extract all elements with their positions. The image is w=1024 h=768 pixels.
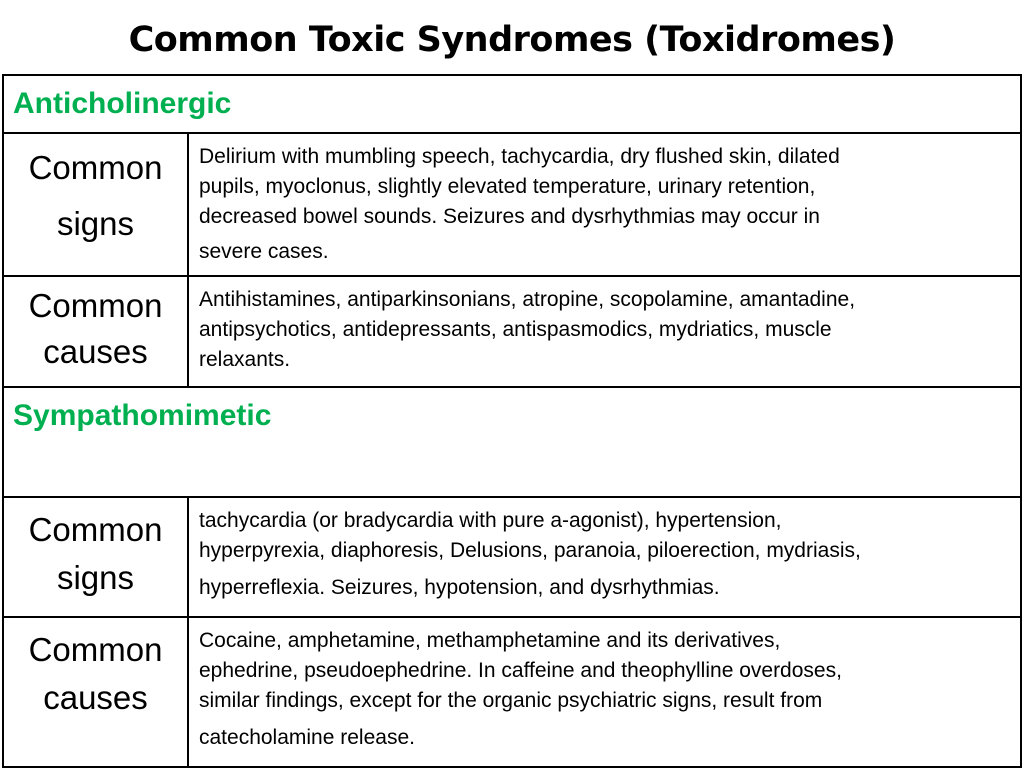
description-line: Cocaine, amphetamine, methamphetamine and its derivatives, (199, 629, 781, 652)
row-label-line: signs (56, 205, 135, 242)
row-description (188, 497, 1021, 617)
description-line: ephedrine, pseudoephedrine. In caffeine and theophylline overdoses, (199, 659, 842, 682)
description-line: relaxants. (199, 348, 291, 371)
row-label-line: causes (43, 333, 148, 370)
table-row (3, 133, 1021, 276)
row-label-line: Common (28, 149, 163, 186)
row-label-line: Common (28, 287, 163, 324)
row-label-line: causes (43, 679, 148, 716)
slide-title: Common Toxic Syndromes (Toxidromes) (128, 20, 896, 60)
description-line: Delirium with mumbling speech, tachycardia, dry flushed skin, dilated (199, 145, 840, 168)
row-description (188, 617, 1021, 767)
row-label-line: Common (28, 631, 163, 668)
description-line: catecholamine release. (199, 726, 415, 749)
section-row-anticholinergic (3, 75, 1021, 133)
toxidrome-table (2, 74, 1022, 768)
row-label (3, 276, 188, 387)
table-row (3, 276, 1021, 387)
row-label-line: Common (28, 511, 163, 548)
row-label-line: signs (56, 559, 135, 596)
row-description (188, 276, 1021, 387)
description-line: tachycardia (or bradycardia with pure a-agonist), hypertension, (199, 509, 782, 532)
row-label (3, 617, 188, 767)
table-row (3, 497, 1021, 617)
description-line: decreased bowel sounds. Seizures and dysrhythmias may occur in (199, 205, 820, 228)
table-row (3, 617, 1021, 767)
row-label (3, 497, 188, 617)
row-label (3, 133, 188, 276)
description-line: pupils, myoclonus, slightly elevated temperature, urinary retention, (199, 175, 816, 198)
description-line: antipsychotics, antidepressants, antispasmodics, mydriatics, muscle (199, 318, 832, 341)
description-line: similar findings, except for the organic psychiatric signs, result from (199, 689, 823, 712)
description-line: hyperpyrexia, diaphoresis, Delusions, paranoia, piloerection, mydriasis, (199, 539, 861, 562)
section-row-sympathomimetic (3, 387, 1021, 497)
section-heading-anticholinergic: Anticholinergic (3, 75, 1021, 133)
description-line: severe cases. (199, 240, 329, 263)
row-description (188, 133, 1021, 276)
description-line: hyperreflexia. Seizures, hypotension, and dysrhythmias. (199, 576, 720, 599)
description-line: Antihistamines, antiparkinsonians, atropine, scopolamine, amantadine, (199, 288, 856, 311)
section-heading-sympathomimetic: Sympathomimetic (3, 387, 1021, 497)
